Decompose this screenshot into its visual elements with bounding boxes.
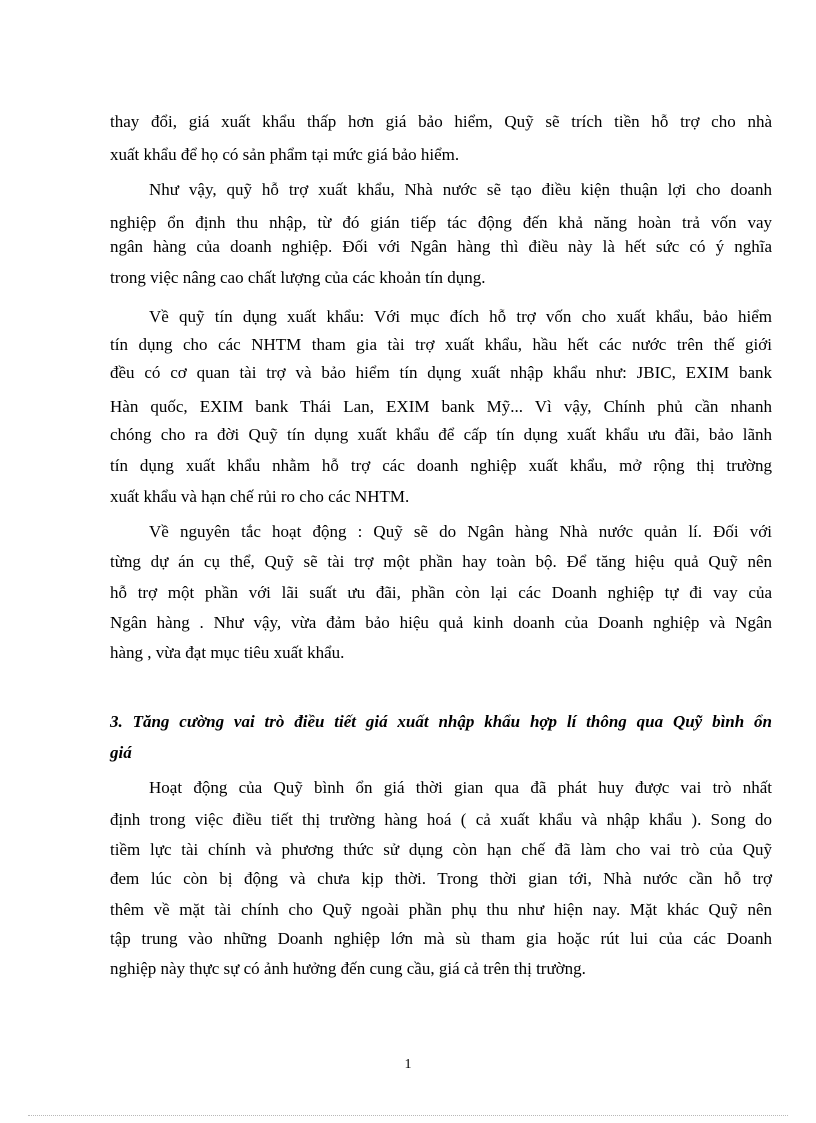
text-line: xuất khẩu và hạn chế rủi ro cho các NHTM. xyxy=(110,487,410,506)
text-line: Hoạt động của Quỹ bình ổn giá thời gian qua đã phát huy được vai trò nhất xyxy=(149,778,772,797)
text-line: Về nguyên tắc hoạt động : Quỹ sẽ do Ngân hàng Nhà nước quản lí. Đối với xyxy=(149,522,772,541)
text-line: xuất khẩu để họ có sản phẩm tại mức giá bảo hiểm. xyxy=(110,145,460,164)
text-line: đem lúc còn bị động và chưa kịp thời. Trong thời gian tới, Nhà nước cần hỗ trợ xyxy=(110,869,772,888)
text-line: tập trung vào những Doanh nghiệp lớn mà sù tham gia hoặc rút lui của các Doanh xyxy=(110,929,772,948)
text-line: Về quỹ tín dụng xuất khẩu: Với mục đích hỗ trợ vốn cho xuất khẩu, bảo hiểm xyxy=(149,307,772,326)
text-line: hỗ trợ một phần với lãi suất ưu đãi, phần còn lại các Doanh nghiệp tự đi vay của xyxy=(110,583,772,602)
text-line: trong việc nâng cao chất lượng của các khoản tín dụng. xyxy=(110,268,486,287)
text-line: từng dự án cụ thể, Quỹ sẽ tài trợ một phần hay toàn bộ. Để tăng hiệu quả Quỹ nên xyxy=(110,552,772,571)
text-line: tiềm lực tài chính và phương thức sử dụng còn hạn chế đã làm cho vai trò của Quỹ xyxy=(110,840,772,859)
page-bottom-border xyxy=(28,1115,788,1116)
page-number: 1 xyxy=(404,1057,412,1072)
heading-line: 3. Tăng cường vai trò điều tiết giá xuất nhập khẩu hợp lí thông qua Quỹ bình ổn xyxy=(110,712,772,731)
text-line: nghiệp này thực sự có ảnh hưởng đến cung cầu, giá cả trên thị trường. xyxy=(110,959,586,978)
text-line: thay đổi, giá xuất khẩu thấp hơn giá bảo hiểm, Quỹ sẽ trích tiền hỗ trợ cho nhà xyxy=(110,112,772,131)
text-line: thêm về mặt tài chính cho Quỹ ngoài phần phụ thu như hiện nay. Mặt khác Quỹ nên xyxy=(110,900,772,919)
text-line: Ngân hàng . Như vậy, vừa đảm bảo hiệu quả kinh doanh của Doanh nghiệp và Ngân xyxy=(110,613,772,632)
text-line: tín dụng cho các NHTM tham gia tài trợ xuất khẩu, hầu hết các nước trên thế giới xyxy=(110,335,772,354)
heading-line: giá xyxy=(110,743,132,762)
text-line: đều có cơ quan tài trợ và bảo hiểm tín dụng xuất nhập khẩu như: JBIC, EXIM bank xyxy=(110,363,772,382)
text-line: định trong việc điều tiết thị trường hàng hoá ( cả xuất khẩu và nhập khẩu ). Song do xyxy=(110,810,772,829)
text-line: Như vậy, quỹ hỗ trợ xuất khẩu, Nhà nước sẽ tạo điều kiện thuận lợi cho doanh xyxy=(149,180,772,199)
text-line: chóng cho ra đời Quỹ tín dụng xuất khẩu để cấp tín dụng xuất khẩu ưu đãi, bảo lãnh xyxy=(110,425,772,444)
text-line: ngân hàng của doanh nghiệp. Đối với Ngân hàng thì điều này là hết sức có ý nghĩa xyxy=(110,237,772,256)
text-line: hàng , vừa đạt mục tiêu xuất khẩu. xyxy=(110,643,345,662)
text-line: nghiệp ổn định thu nhập, từ đó gián tiếp tác động đến khả năng hoàn trả vốn vay xyxy=(110,213,772,232)
text-line: tín dụng xuất khẩu nhằm hỗ trợ các doanh nghiệp xuất khẩu, mở rộng thị trường xyxy=(110,456,772,475)
text-line: Hàn quốc, EXIM bank Thái Lan, EXIM bank Mỹ... Vì vậy, Chính phủ cần nhanh xyxy=(110,397,772,416)
